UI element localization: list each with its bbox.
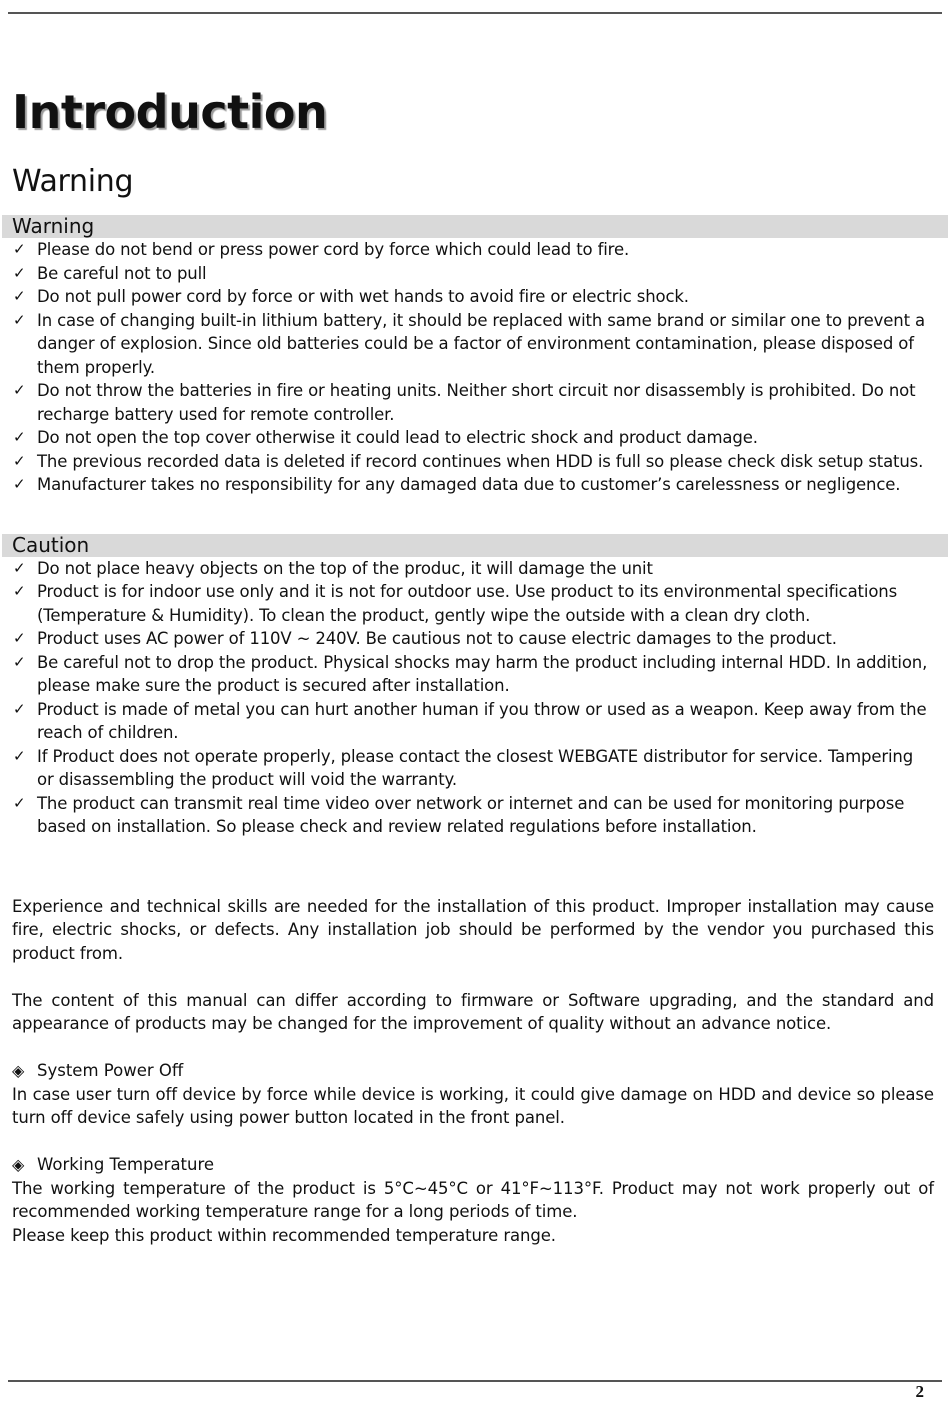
warning-item: ✓ In case of changing built-in lithium battery, it should be replaced with same brand or similar one to prevent a danger of explosion. Since old batteries could be a factor of environment contamination, please disposed of them properly. <box>13 310 925 377</box>
power-off-title: System Power Off <box>37 1061 184 1080</box>
check-icon: ✓ <box>13 451 26 470</box>
caution-item: ✓ Product is for indoor use only and it is not for outdoor use. Use product to its environmental specifications (Temperature & Humidity). To clean the product, gently wipe the outside with a clean dry cloth. <box>13 582 898 625</box>
check-icon: ✓ <box>13 381 26 399</box>
warning-item: ✓ Do not pull power cord by force or with wet hands to avoid fire or electric shock. <box>12 285 934 309</box>
page-number: 2 <box>915 1382 924 1401</box>
power-off-text: In case user turn off device by force while device is working, it could give damage on HDD and device so please turn off device safely using power button located in the front panel. <box>12 1084 934 1127</box>
temperature-note: Please keep this product within recommended temperature range. <box>12 1225 556 1245</box>
check-icon: ✓ <box>13 746 26 765</box>
check-icon: ✓ <box>13 475 26 493</box>
caution-item: ✓ Be careful not to drop the product. Physical shocks may harm the product including internal HDD. In addition, please make sure the product is secured after installation. <box>13 652 928 695</box>
top-rule <box>8 12 942 14</box>
temperature-text: The working temperature of the product is 5°C~45°C or 41°F~113°F. Product may not work properly out of recommended working temperature range for a long periods of time. <box>12 1178 934 1221</box>
page-title: Introduction <box>12 85 328 139</box>
page-subtitle: Warning <box>12 164 134 199</box>
caution-item: ✓ If Product does not operate properly, please contact the closest WEBGATE distributor for service. Tampering or disassembling the product will void the warranty. <box>13 746 914 789</box>
diamond-bullet-icon: ◈ <box>12 1155 25 1174</box>
caution-list <box>12 557 934 839</box>
check-icon: ✓ <box>13 428 26 446</box>
warning-item: ✓ The previous recorded data is deleted if record continues when HDD is full so please check disk setup status. <box>12 450 934 474</box>
warning-item: ✓ Manufacturer takes no responsibility for any damaged data due to customer’s carelessness or negligence. <box>12 473 934 497</box>
temperature-title-row <box>12 1153 934 1177</box>
power-off-block <box>12 1059 934 1130</box>
check-icon: ✓ <box>13 793 26 812</box>
check-icon: ✓ <box>13 629 26 647</box>
page-content <box>12 80 934 1247</box>
check-icon: ✓ <box>13 699 26 718</box>
warning-item: ✓ Do not throw the batteries in fire or heating units. Neither short circuit nor disassembly is prohibited. Do not recharge battery used for remote controller. <box>13 381 916 424</box>
warning-item: ✓ Please do not bend or press power cord by force which could lead to fire. <box>12 238 934 262</box>
warning-item: ✓ Do not open the top cover otherwise it could lead to electric shock and product damage. <box>12 426 934 450</box>
check-icon: ✓ <box>13 263 26 282</box>
warning-item: ✓ Be careful not to pull <box>12 262 934 286</box>
check-icon: ✓ <box>13 240 26 258</box>
warning-list <box>12 238 934 497</box>
check-icon: ✓ <box>13 582 26 600</box>
caution-item: ✓ Do not place heavy objects on the top of the produc, it will damage the unit <box>12 557 934 581</box>
check-icon: ✓ <box>13 310 26 329</box>
installation-paragraph: Experience and technical skills are needed for the installation of this product. Improper installation may cause fire, electric shocks, or defects. Any installation job should be performed by the vendor you purchased this product from. <box>12 896 934 963</box>
temperature-title: Working Temperature <box>37 1155 215 1174</box>
temperature-block <box>12 1153 934 1247</box>
warning-section-heading: Warning <box>2 215 948 238</box>
caution-item: ✓ The product can transmit real time video over network or internet and can be used for monitoring purpose based on installation. So please check and review related regulations before installation. <box>13 793 905 836</box>
caution-item: ✓ Product uses AC power of 110V ~ 240V. Be cautious not to cause electric damages to the product. <box>12 627 934 651</box>
power-off-title-row <box>12 1059 934 1083</box>
check-icon: ✓ <box>13 558 26 577</box>
check-icon: ✓ <box>13 287 26 305</box>
caution-item: ✓ Product is made of metal you can hurt another human if you throw or used as a weapon. Keep away from the reach of children. <box>13 699 927 742</box>
caution-section-heading: Caution <box>2 534 948 557</box>
diamond-bullet-icon: ◈ <box>12 1061 25 1080</box>
check-icon: ✓ <box>13 652 26 671</box>
bottom-rule <box>8 1380 942 1382</box>
manual-content-paragraph: The content of this manual can differ according to firmware or Software upgrading, and the standard and appearance of products may be changed for the improvement of quality without an advance notice. <box>12 990 934 1033</box>
